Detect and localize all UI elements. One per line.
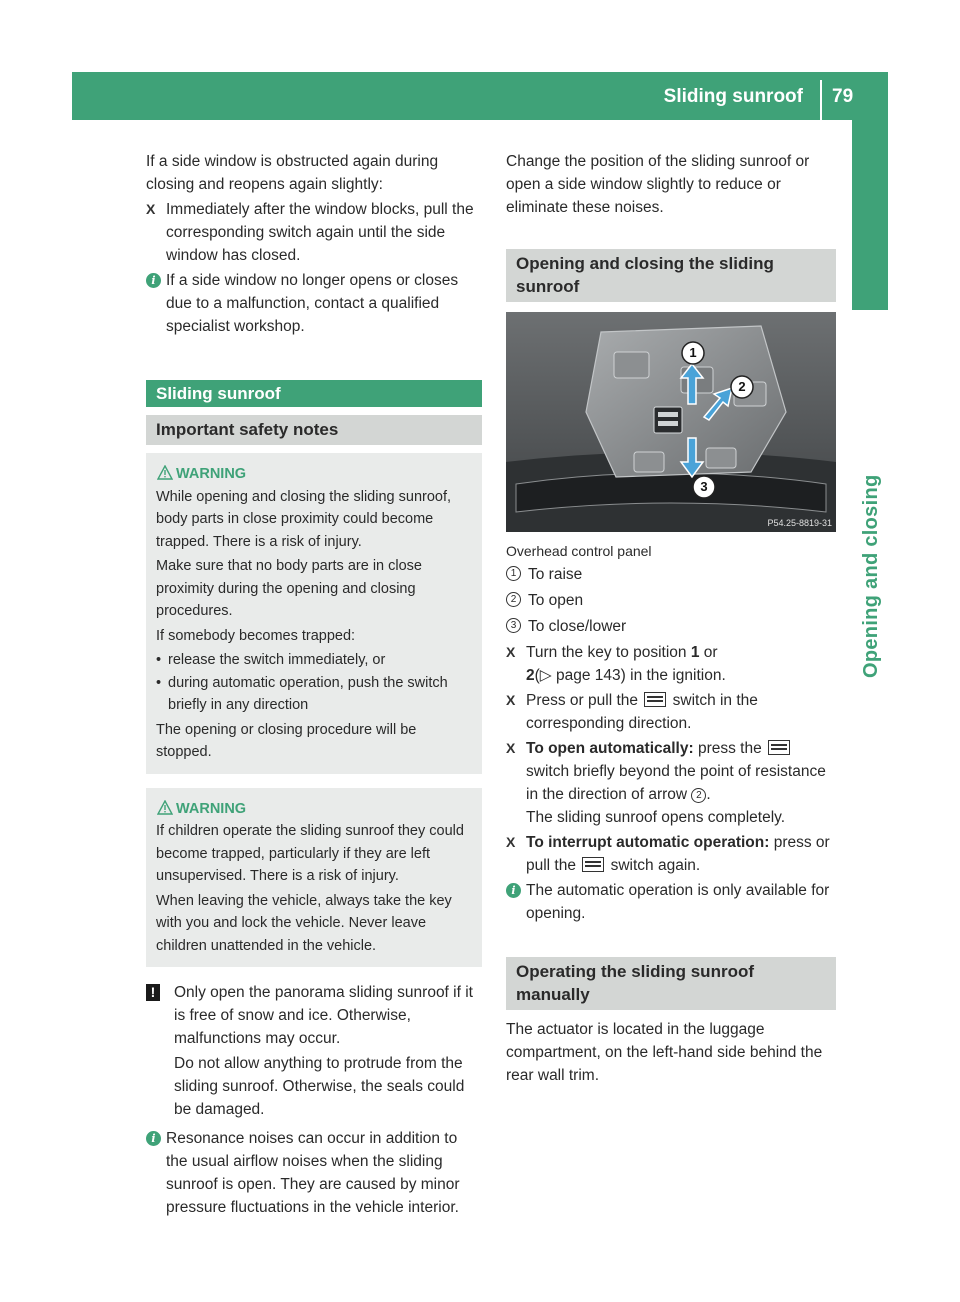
overhead-panel-illustration <box>506 312 836 532</box>
instruction-step: X To open automatically: press the switch briefly beyond the point of resistance in the direction of arrow 2 . The sliding sunroof opens completely. <box>506 737 836 829</box>
intro-text: If a side window is obstructed again during closing and reopens again slightly: <box>146 153 439 193</box>
figure-code: P54.25-8819-31 <box>767 518 832 528</box>
legend-number: 2 <box>506 592 521 607</box>
info-note <box>146 269 482 338</box>
warning-text: When leaving the vehicle, always take the key with you and lock the vehicle. Never leave children unattended in the vehicle. <box>156 892 452 954</box>
warning-text: If children operate the sliding sunroof they could become trapped, particularly if they are left unsupervised. There is a risk of injury. <box>156 823 464 884</box>
warning-text: While opening and closing the sliding sunroof, body parts in close proximity could become trapped. There is a risk of injury. <box>156 488 452 550</box>
info-note <box>506 879 836 925</box>
step-arrow-icon: X <box>146 201 156 217</box>
list-item: • release the switch immediately, or <box>156 652 386 668</box>
arrow-number: 2 <box>691 788 706 803</box>
warning-label: WARNING <box>176 800 247 817</box>
manual-text: The actuator is located in the luggage compartment, on the left-hand side behind the rear wall trim. <box>506 1021 823 1084</box>
warning-text: If somebody becomes trapped: <box>156 627 356 644</box>
legend-text: To close/lower <box>528 618 627 635</box>
notice-text: Only open the panorama sliding sunroof if it is free of snow and ice. Otherwise, malfunctions may occur. <box>174 984 473 1047</box>
continued-text: Change the position of the sliding sunroof or open a side window slightly to reduce or eliminate these noises. <box>506 153 810 216</box>
instruction-step: X Press or pull the switch in the corresponding direction. <box>506 689 836 735</box>
step-arrow-icon: X <box>506 740 516 756</box>
subsection-title: Operating the sliding sunroof manually <box>506 957 836 1010</box>
chapter-label <box>853 318 887 678</box>
instruction-step: X Turn the key to position 1 or 2(▷ page 143) in the ignition. <box>506 641 836 687</box>
chapter-tab <box>852 120 888 310</box>
section-title: Sliding sunroof <box>146 380 482 407</box>
legend-item <box>506 589 836 612</box>
warning-text: Make sure that no body parts are in close proximity during the opening and closing procedures. <box>156 558 422 619</box>
sunroof-switch-icon <box>768 740 790 755</box>
legend-text: To raise <box>528 566 583 583</box>
header-divider <box>820 80 822 120</box>
page-header <box>72 72 888 120</box>
callout-1: 1 <box>689 345 697 360</box>
info-note <box>146 1127 482 1219</box>
info-icon: i <box>146 1131 161 1146</box>
instruction-step <box>146 198 482 267</box>
instruction-step: X To interrupt automatic operation: press or pull the switch again. <box>506 831 836 877</box>
legend-item <box>506 563 836 586</box>
notice-text: Do not allow anything to protrude from the sliding sunroof. Otherwise, the seals could be damaged. <box>174 1055 465 1118</box>
legend-text: To open <box>528 592 584 609</box>
warning-triangle-icon <box>157 800 173 815</box>
step-arrow-icon: X <box>506 644 516 660</box>
page-number: 79 <box>832 86 854 107</box>
warning-box <box>146 453 482 774</box>
step-result: The sliding sunroof opens completely. <box>526 809 786 826</box>
callout-3: 3 <box>700 479 708 494</box>
callout-2: 2 <box>738 379 746 394</box>
info-icon: i <box>506 883 521 898</box>
step-arrow-icon: X <box>506 834 516 850</box>
sunroof-switch-icon <box>582 857 604 872</box>
list-item: • during automatic operation, push the switch briefly in any direction <box>156 674 448 713</box>
header-title: Sliding sunroof <box>663 86 803 107</box>
legend-item <box>506 615 836 638</box>
right-column <box>506 150 836 1089</box>
overhead-panel-figure <box>506 312 836 532</box>
warning-label: WARNING <box>176 466 247 482</box>
info-text: If a side window no longer opens or closes due to a malfunction, contact a qualified specialist workshop. <box>166 272 459 335</box>
legend-number: 1 <box>506 566 521 581</box>
info-icon: i <box>146 273 161 288</box>
chapter-label-text: Opening and closing <box>860 474 882 678</box>
step-arrow-icon: X <box>506 692 516 708</box>
figure-caption: Overhead control panel <box>506 543 652 559</box>
warning-box <box>146 788 482 968</box>
step-text: Immediately after the window blocks, pull the corresponding switch again until the side window has closed. <box>166 201 474 264</box>
list-item-text: during automatic operation, push the switch briefly in any direction <box>168 674 448 713</box>
left-column <box>146 150 482 1221</box>
info-text: Resonance noises can occur in addition to the usual airflow noises when the sliding sunroof is open. They are caused by minor pressure fluctuations in the vehicle interior. <box>166 1130 460 1216</box>
exclamation-icon: ! <box>146 984 160 1001</box>
subsection-title: Important safety notes <box>146 415 482 445</box>
subsection-title: Opening and closing the sliding sunroof <box>506 249 836 302</box>
warning-heading <box>156 798 472 821</box>
sunroof-switch-icon <box>644 692 666 707</box>
warning-heading <box>156 463 472 486</box>
notice-note <box>146 981 482 1121</box>
warning-text: The opening or closing procedure will be stopped. <box>156 721 417 760</box>
list-item-text: release the switch immediately, or <box>168 652 386 668</box>
warning-triangle-icon <box>157 465 173 480</box>
legend-number: 3 <box>506 618 521 633</box>
info-text: The automatic operation is only available for opening. <box>526 882 830 922</box>
